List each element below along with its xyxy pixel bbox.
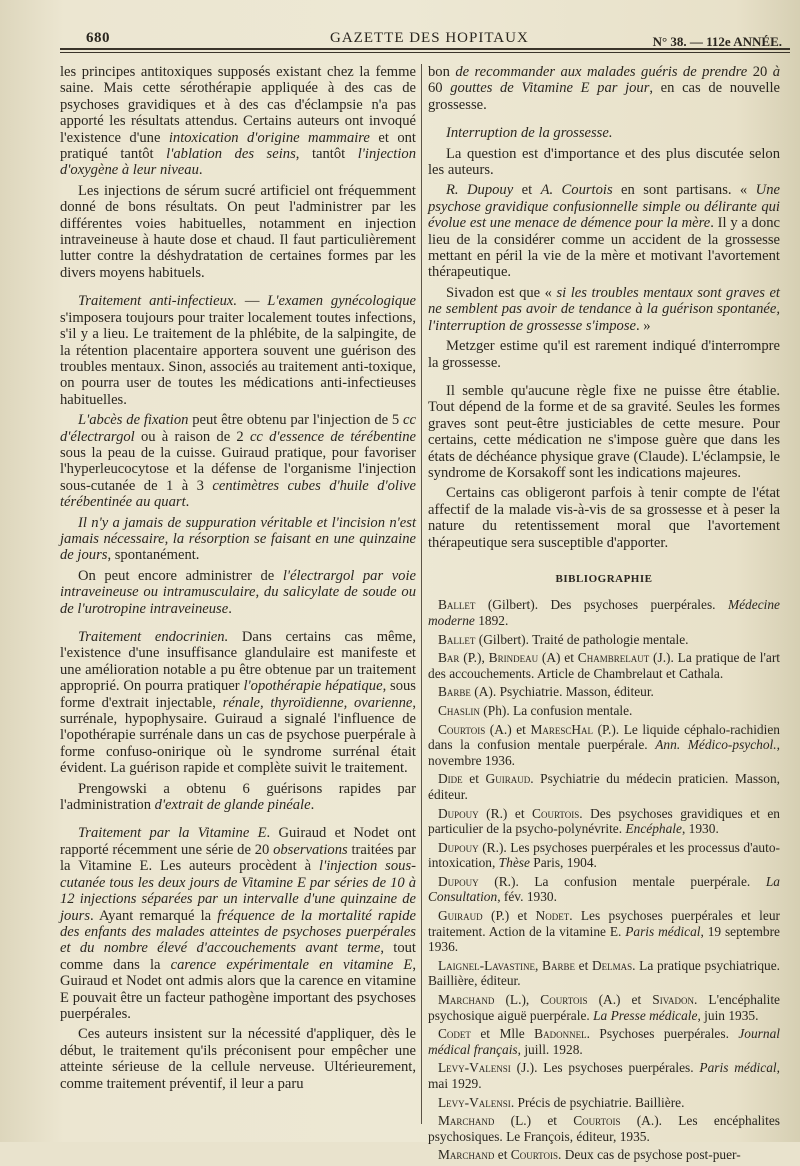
bibliography-title: BIBLIOGRAPHIE <box>555 572 653 585</box>
column-divider <box>421 64 422 1124</box>
bibliography-entry: Courtois (A.) et MarescHal (P.). Le liquide céphalo-rachidien dans la confusion mentale puerpérale. Ann. Médico-psychol., novembre 1936. <box>428 721 780 768</box>
bibliography-entry: Dide et Guiraud. Psychiatrie du médecin praticien. Masson, éditeur. <box>428 771 780 802</box>
bibliography-entry: Ballet (Gilbert). Traité de pathologie mentale. <box>438 631 689 647</box>
journal-title: GAZETTE DES HOPITAUX <box>330 30 529 46</box>
bibliography-entry: Bar (P.), Brindeau (A) et Chambrelaut (J.). La pratique de l'art des accouchements. Article de Chambrelaut et Cathala. <box>428 650 780 681</box>
bibliography-list <box>428 597 780 1163</box>
bibliography-entry: Marchand (L.), Courtois (A.) et Sivadon. L'encéphalite psychosique aiguë puerpérale. La Presse médicale, juin 1935. <box>428 992 780 1023</box>
right-column <box>428 64 780 1166</box>
header-rule-thin <box>60 52 790 53</box>
bibliography-entry: Guiraud (P.) et Nodet. Les psychoses puerpérales et leur traitement. Action de la vitamine E. Paris médical, 19 septembre 1936. <box>428 908 780 955</box>
paragraph: Les injections de sérum sucré artificiel ont fréquemment donné de bons résultats. On peut l'administrer par les différentes voies habituelles, notamment en injection intraveineuse à haute dose et chaud. Il faut particulièrement lutter contre la déshydratation de certaines formes par les divers moyens habituels. <box>60 182 416 281</box>
paragraph: Il n'y a jamais de suppuration véritable et l'incision n'est jamais nécessaire, la résorption se faisant en une quinzaine de jours, spontanément. <box>60 514 416 564</box>
bibliography-entry: Ballet (Gilbert). Des psychoses puerpérales. Médecine moderne 1892. <box>428 597 780 628</box>
paragraph: L'abcès de fixation peut être obtenu par l'injection de 5 cc d'électrargol ou à raison de 2 cc d'essence de térébentine sous la peau de la cuisse. Guiraud pratique, pour favoriser l'hyperleucocytose et la défense de l'organisme l'injection sous-cutanée de 1 à 3 centimètres cubes d'huile d'olive térébentinée au quart. <box>60 412 416 511</box>
paragraph: Metzger estime qu'il est rarement indiqué d'interrompre la grossesse. <box>428 338 780 371</box>
paragraph: Traitement par la Vitamine E. Guiraud et Nodet ont rapporté récemment une série de 20 observations traitées par la Vitamine E. Les auteurs procèdent à l'injection sous-cutanée tous les deux jours de Vitamine E par séries de 10 à 12 injections séparées par un intervalle d'une quinzaine de jours. Ayant remarqué la fréquence de la mortalité rapide des enfants des malades atteintes de psychoses puerpérales et du nombre élevé d'accouchements avant terme, tout comme dans la carence expérimentale en vitamine E, Guiraud et Nodet ont admis alors que la carence en vitamine E pouvait être un facteur pathogène important des psychoses puerpérales. <box>60 825 416 1022</box>
bibliography-entry: Dupouy (R.). Les psychoses puerpérales et les processus d'auto-intoxication, Thèse Paris, 1904. <box>428 839 780 871</box>
bibliography-entry: Marchand et Courtois. Deux cas de psychose post-puer- <box>438 1147 741 1163</box>
bibliography-entry: Laignel-Lavastine, Barbe et Delmas. La pratique psychiatrique. Baillière, éditeur. <box>428 957 781 989</box>
paragraph: Ces auteurs insistent sur la nécessité d'appliquer, dès le début, le traitement qu'ils préconisent pour empêcher une atteinte sérieuse de la cellule nerveuse. Ultérieurement, comme traitement préventif, il leur a paru <box>60 1026 416 1092</box>
paragraph: Sivadon est que « si les troubles mentaux sont graves et ne semblent pas avoir de tendance à la guérison spontanée, l'interruption de grossesse s'impose. » <box>428 284 780 334</box>
paragraph: La question est d'importance et des plus discutée selon les auteurs. <box>428 145 780 179</box>
bibliography-entry: Levy-Valensi. Précis de psychiatrie. Baillière. <box>438 1094 685 1110</box>
issue-label: N° 38. — 112e ANNÉE. <box>652 34 782 49</box>
left-column <box>60 64 416 1096</box>
paragraph: R. Dupouy et A. Courtois en sont partisans. « Une psychose gravidique confusionnelle simple ou délirante qui évolue est une menace de démence pour la mère. Il y a donc lieu de la considérer comme un accident de la grossesse mettant en péril la vie de la mère et motivant l'avortement thérapeutique. <box>428 182 780 281</box>
paragraph: On peut encore administrer de l'électrargol par voie intraveineuse ou intramusculaire, du salicylate de soude ou de l'urotropine intraveineuse. <box>60 567 417 617</box>
paragraph: Interruption de la grossesse. <box>446 125 613 142</box>
paragraph: Traitement anti-infectieux. — L'examen gynécologique s'imposera toujours pour traiter localement toutes infections, s'il y a lieu. Le traitement de la phlébite, de la salpingite, de la rétention placentaire apportera souvent une guérison des troubles mentaux. Sinon, associés au traitement anti-toxique, on pourra user de toutes les médications anti-infectieuses habituelles. <box>60 293 416 408</box>
bibliography-entry: Barbe (A). Psychiatrie. Masson, éditeur. <box>438 684 654 700</box>
paragraph: les principes antitoxiques supposés existant chez la femme saine. Mais cette sérothérapie appliquée à des cas de psychoses gravidiques et à des cas d'éclampsie n'a pas apporté les résultats attendus. Certains auteurs ont invoqué l'existence d'une intoxication d'origine mammaire et ont pratiqué tantôt l'ablation des seins, tantôt l'injection d'oxygène à leur niveau. <box>60 64 416 179</box>
bibliography-entry: Levy-Valensi (J.). Les psychoses puerpérales. Paris médical, mai 1929. <box>428 1060 780 1091</box>
bibliography-entry: Codet et Mlle Badonnel. Psychoses puerpérales. Journal médical français, juill. 1928. <box>428 1026 780 1057</box>
right-paragraphs <box>428 64 780 551</box>
header-rule <box>60 48 790 50</box>
bibliography-entry: Marchand (L.) et Courtois (A.). Les encéphalites psychosiques. Le François, éditeur, 1935. <box>428 1113 780 1144</box>
paragraph: Prengowski a obtenu 6 guérisons rapides par l'administration d'extrait de glande pinéale. <box>60 780 416 814</box>
paragraph: Il semble qu'aucune règle fixe ne puisse être établie. Tout dépend de la forme et de sa gravité. Seules les formes graves sont peut-être justiciables de cette mesure. Pour certains, cette médication ne s'impose guère que dans les états de déchéance physique grave (Claude). L'éclampsie, le syndrome de Korsakoff sont les indications majeures. <box>428 382 780 481</box>
bibliography-entry: Dupouy (R.) et Courtois. Des psychoses gravidiques et en particulier de la psycho-polynévrite. Encéphale, 1930. <box>428 805 780 837</box>
paragraph: Certains cas obligeront parfois à tenir compte de l'état affectif de la malade vis-à-vis de sa grossesse et à peser la nature du retentissement moral que l'avortement thérapeutique sera susceptible d'apporter. <box>428 485 780 551</box>
page-number: 680 <box>86 30 110 46</box>
bibliography-entry: Chaslin (Ph). La confusion mentale. <box>438 702 633 718</box>
paragraph: Traitement endocrinien. Dans certains cas même, l'existence d'une insuffisance glandulaire est manifeste et une amélioration notable a pu être obtenue par un traitement approprié. On pourra pratiquer l'opothérapie hépatique, sous forme d'extrait injectable, rénale, thyroïdienne, ovarienne, surrénale, hypophysaire. Guiraud a signalé l'influence de l'opothérapie surrénale dans un cas de psychose puerpérale à forme confuso-onirique où le syndrome surrénal était évident. La guérison rapide et complète suivit le traitement. <box>60 629 416 777</box>
bibliography-entry: Dupouy (R.). La confusion mentale puerpérale. La Consultation, fév. 1930. <box>428 873 780 905</box>
paragraph: bon de recommander aux malades guéris de prendre 20 à 60 gouttes de Vitamine E par jour, en cas de nouvelle grossesse. <box>428 64 781 113</box>
